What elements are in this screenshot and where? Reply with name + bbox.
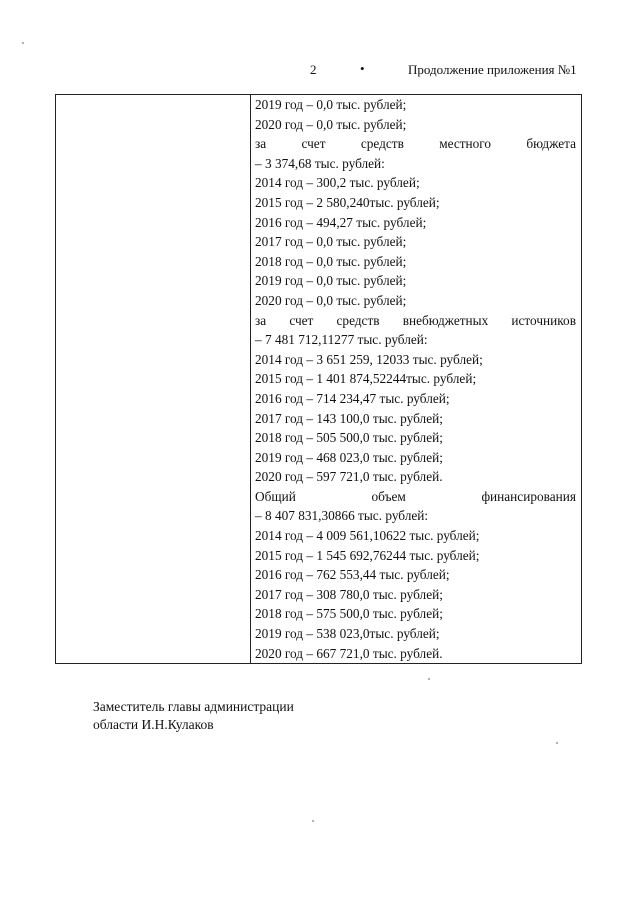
scan-speck [312,820,314,822]
local-year-line: 2020 год – 0,0 тыс. рублей; [255,292,407,308]
extra-year-line: 2019 год – 468 023,0 тыс. рублей; [255,449,443,465]
total-year-line: 2014 год – 4 009 561,10622 тыс. рублей; [255,528,480,544]
extra-year-line: 2016 год – 714 234,47 тыс. рублей; [255,390,450,406]
extrabudget-total: – 7 481 712,11277 тыс. рублей: [255,332,428,348]
text-line: 2020 год – 0,0 тыс. рублей; [255,116,407,132]
local-budget-heading: за счет средств местного бюджета [255,136,576,152]
scan-speck [556,742,558,744]
extra-year-line: 2014 год – 3 651 259, 12033 тыс. рублей; [255,351,483,367]
total-sum: – 8 407 831,30866 тыс. рублей: [255,508,429,524]
total-year-line: 2019 год – 538 023,0тыс. рублей; [255,626,440,642]
total-year-line: 2020 год – 667 721,0 тыс. рублей. [255,645,443,661]
extra-year-line: 2020 год – 597 721,0 тыс. рублей. [255,469,443,485]
table-left-column [56,95,251,663]
extra-year-line: 2018 год – 505 500,0 тыс. рублей; [255,430,443,446]
header-dot: • [360,61,365,76]
table-right-column [255,95,576,663]
local-year-line: 2018 год – 0,0 тыс. рублей; [255,253,407,269]
funding-table [55,94,582,664]
scan-speck [428,678,430,680]
text-line: 2019 год – 0,0 тыс. рублей; [255,97,407,112]
page-number: 2 [310,62,317,77]
local-year-line: 2019 год – 0,0 тыс. рублей; [255,273,407,289]
total-year-line: 2018 год – 575 500,0 тыс. рублей; [255,606,443,622]
total-year-line: 2017 год – 308 780,0 тыс. рублей; [255,586,443,602]
total-heading: Общий объем финансирования [255,488,576,504]
scan-speck [22,42,24,44]
signature-line: Заместитель главы администрации [93,699,294,714]
local-budget-total: – 3 374,68 тыс. рублей: [255,155,385,171]
total-year-line: 2016 год – 762 553,44 тыс. рублей; [255,567,450,583]
local-year-line: 2017 год – 0,0 тыс. рублей; [255,234,407,250]
continuation-label: Продолжение приложения №1 [408,62,577,77]
extra-year-line: 2017 год – 143 100,0 тыс. рублей; [255,410,443,426]
extrabudget-heading: за счет средств внебюджетных источников [255,312,576,328]
total-year-line: 2015 год – 1 545 692,76244 тыс. рублей; [255,547,480,563]
local-year-line: 2014 год – 300,2 тыс. рублей; [255,175,420,191]
signature-block [93,698,294,734]
local-year-line: 2015 год – 2 580,240тыс. рублей; [255,194,440,210]
extra-year-line: 2015 год – 1 401 874,52244тыс. рублей; [255,371,477,387]
local-year-line: 2016 год – 494,27 тыс. рублей; [255,214,427,230]
signature-line: области И.Н.Кулаков [93,717,214,732]
